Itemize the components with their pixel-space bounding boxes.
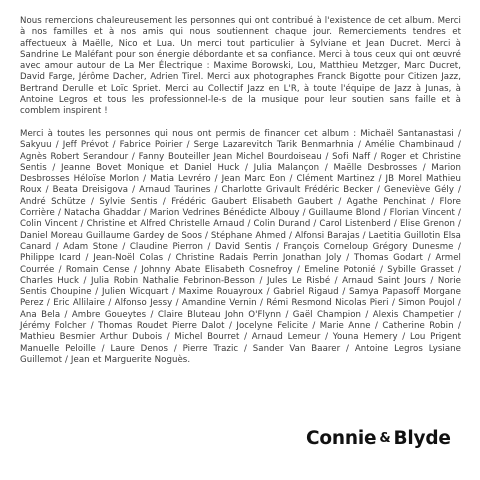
thanks-paragraph: Nous remercions chaleureusement les personnes qui ont contribué à l'existence de cet album. Merci à nos familles et à nos amis qui nous soutiennent chaque jour. Remerciements tendres et affectueux à Maëlle, Nico et Lua. Un merci tout particulier à Sylviane et Jean Ducret. Merci à Sandrine Le Maléfant pour son énergie débordante et sa confiance. Merci à tous ceux qui ont œuvré avec amour autour de La Mer Électrique : Maxime Borowski, Lou, Matthieu Metzger, Marc Ducret, David Farge, Jérôme Dacher, Adrien Tirel. Merci aux photographes Franck Bigotte pour Citizen Jazz, Bertrand Derulle et Loïc Spriet. Merci au Collectif Jazz en L'R, à toute l'équipe de Jazz à Junas, à Antoine Legros et tous les professionnel-le-s de la musique pour leur soutien sans faille et à comblem inspirent ! (20, 16, 461, 117)
band-logo (306, 428, 466, 458)
logo-name-left: Connie (306, 428, 377, 449)
financers-paragraph: Merci à toutes les personnes qui nous ont permis de financer cet album : Michaël Santanastasi / Sakyuu / Jeff Prévot / Fabrice Poirier / Serge Lazarevitch Tarik Benmarhnia / Amélie Chambinaud / Agnès Robert Serandour / Fanny Bouteiller Jean Michel Bourdoiseau / Sofi Naff / Roger et Christine Sentis / Jeanne Bovet Monique et Daniel Huck / Julia Malançon / Maëlle Desbrosses / Marion Desbrosses Héloïse Morlon / Matia Levréro / Jean Marc Eon / Clément Martinez / JB Morel Mathieu Roux / Beata Dreisigova / Arnaud Taurines / Charlotte Grivault Frédéric Becker / Geneviève Gély / André Schütze / Sylvie Sentis / Frédéric Gaubert Elisabeth Gaubert / Agathe Penchinat / Flore Corrière / Natacha Ghaddar / Marion Vedrines Bénédicte Albouy / Guillaume Blond / Florian Vincent / Colin Vincent / Christine et Alfred Christelle Arnaud / Colin Durand / Carol Listenberd / Elise Grenon / Daniel Moreau Guillaume Gardey de Soos / Stéphane Ahmed / Alfonsi Barajas / Laetitia Guillotin Elsa Canard / Adam Stone / Claudine Pierron / David Sentis / François Corneloup Grégory Dunesme / Philippe Icard / Jean-Noël Colas / Christine Radais Perrin Jonathan Joly / Thomas Godart / Armel Courrée / Romain Cense / Johnny Abate Elisabeth Cosnefroy / Emeline Potonié / Sybille Grasset / Charles Huck / Julia Robin Nathalie Febrinon-Besson / Jules Le Risbé / Arnaud Saint Jours / Norie Sentis Choupine / Julien Wicquart / Maxime Rouayroux / Gabriel Rigaud / Samya Papasoff Morgane Perez / Eric Allilaire / Alfonso Jessy / Amandine Vernin / Rémi Resmond Nicolas Pieri / Simon Poujol / Ana Bela / Ambre Goueytes / Claire Bluteau John O'Flynn / Gaël Champion / Alexis Champetier / Jérémy Folcher / Thomas Roudet Pierre Dalot / Jocelyne Felicite / Marie Anne / Catherine Robin / Mathieu Besmier Arthur Dubois / Michel Bourret / Arnaud Lemeur / Youna Hemery / Lou Prigent Manuelle Peloille / Laure Denos / Pierre Trazic / Sander Van Baarer / Antoine Legros Lysiane Guillemot / Jean et Marguerite Noguès. (20, 128, 461, 365)
logo-name-right: Blyde (393, 428, 451, 449)
logo-ampersand: & (379, 431, 391, 446)
credits-text-block (20, 16, 461, 366)
